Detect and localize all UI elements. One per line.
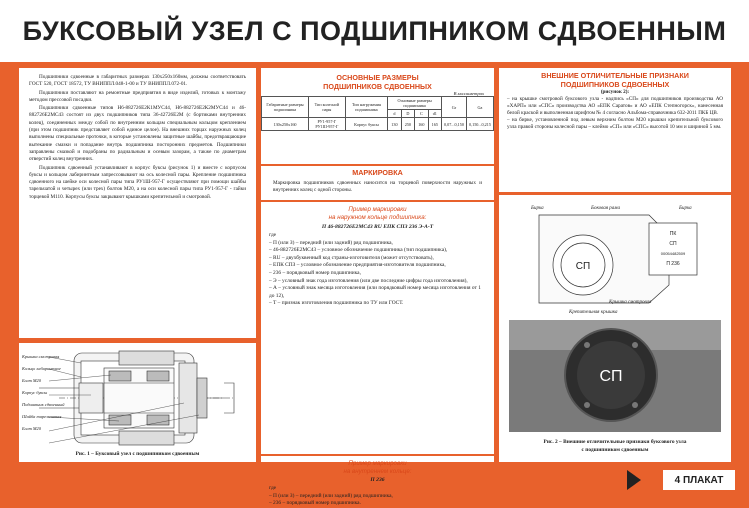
inner-example-title: Пример маркировки	[348, 460, 407, 467]
table-header: Габаритные размеры подшипника	[262, 97, 309, 118]
feature-line: – на бирке, установленной под левым верхним болтом М20 крышки крепительной буксового узла правой стороны колесной пары – клеймо «СП» или «СПС» высотой 10 мм и шириной 5 мм.	[507, 117, 723, 130]
caption-line: с подшипником сдвоенным	[581, 447, 649, 453]
poster-number-badge: 4 ПЛАКАТ	[663, 470, 735, 490]
fig1-label: Болт М20	[22, 378, 41, 383]
table-cell: 130х250х160	[262, 118, 309, 131]
sizes-unit: В миллиметрах	[453, 91, 484, 96]
left-paragraph: Подшипник сдвоенный устанавливают в корпус буксы (рисунок 1) и вместе с корпусом буксы и кольцом лабиринтным запрессовывают на ось колесной пары. Крепление подшипника сдвоенного на шейке оси колесной пары типа РУ1Ш-957-Г осуществляют при помощи шайбы тарельчатой и четырех (или трех) болтов М20, а на оси колесной пары типа РУ1-957-Г - гайки торцевой М110. Корпусы буксы закрывают крышками крепительной и смотровой.	[29, 164, 246, 200]
table-header: Gr	[442, 97, 467, 118]
fig2-label: Крышка смотровая	[609, 300, 652, 305]
table-header: Основные размеры подшипника	[388, 97, 442, 110]
sizes-table	[261, 96, 494, 131]
divider	[261, 164, 494, 166]
outer-line: где	[269, 232, 277, 238]
figure-1-panel	[19, 343, 256, 462]
fig1-label: Болт М20	[22, 426, 41, 431]
outer-line: – П (или З) – передний (или задний) ряд подшипника,	[269, 239, 393, 246]
features-title: ПОДШИПНИКОВ СДВОЕННЫХ	[560, 79, 670, 89]
inner-line: где	[269, 485, 277, 491]
figure-2-panel	[499, 195, 731, 462]
fig2-label: Бирка	[679, 206, 692, 211]
outer-line: – Т – признак изготовления подшипника по ТУ или ГОСТ.	[269, 300, 404, 307]
fig1-label: Корпус буксы	[22, 390, 48, 395]
page-title: БУКСОВЫЙ УЗЕЛ С ПОДШИПНИКОМ СДВОЕННЫМ	[22, 15, 727, 46]
outer-line: – RU – двухбуквенный код страны-изготовителя (может отсутствовать),	[269, 254, 434, 261]
table-cell: 0,150...0,215	[466, 118, 493, 131]
table-header: Ga	[466, 97, 493, 118]
middle-panel	[261, 68, 494, 507]
fig1-label: Крышка смотровая	[22, 354, 60, 359]
outer-example-title: Пример маркировки	[348, 206, 407, 213]
inner-line: – 236 – порядковый номер подшипника.	[269, 500, 361, 507]
feature-line: – на крышке смотровой буксового узла - надпись «СП» для подшипников производства АО «ХАРП» или «СПС» производства АО «ЕПК Саратов» и АО «ЕПК Степногорск», нанесенная белой краской и выполненная шрифтом № 4 согласно Альбома-справочника 632-2011 ПКБ ЦВ.	[507, 96, 723, 116]
fig1-label: Шайба тарельчатая	[22, 414, 62, 419]
caption-line: Рис. 2 – Внешние отличительные признаки буксового узла	[543, 439, 687, 445]
table-row	[262, 118, 494, 131]
sizes-title: ПОДШИПНИКОВ СДВОЕННЫХ	[323, 81, 432, 91]
inner-example: П 236	[370, 477, 385, 483]
figure-1-labels	[22, 351, 64, 435]
inner-example-title: на внутреннем кольце:	[343, 468, 412, 475]
marking-title: МАРКИРОВКА	[352, 168, 403, 177]
fig2-label: Боковая рама	[591, 206, 620, 211]
table-cell: 160	[415, 118, 428, 131]
features-panel	[499, 68, 731, 192]
figure-1-caption: Рис. 1 – Буксовый узел с подшипником сдвоенным	[75, 451, 200, 457]
inner-line: – П (или З) – передний (или задний) ряд подшипника,	[269, 492, 393, 499]
fig2-label: Бирка	[531, 206, 544, 211]
sizes-title: ОСНОВНЫЕ РАЗМЕРЫ	[336, 73, 419, 82]
table-header: d	[388, 110, 401, 118]
features-subtitle: (рисунок 2):	[600, 89, 630, 95]
fig1-label: Кольцо лабиринтное	[22, 366, 61, 371]
outer-example-title: на наружном кольце подшипника:	[328, 214, 427, 221]
fig1-label: Подшипник сдвоенный	[22, 402, 65, 407]
tag-line: П 236	[666, 261, 680, 267]
table-cell: 0,07...0,150	[442, 118, 467, 131]
cover-marking-text: СП	[575, 261, 591, 272]
outer-line: – ЕПК СПЗ – условное обозначение предприятия-изготовителя подшипника,	[269, 262, 446, 269]
table-cell: 130	[388, 118, 401, 131]
outer-line: – 236 – порядковый номер подшипника,	[269, 269, 361, 276]
figure-2-drawing	[499, 195, 731, 462]
outer-line: – 46-882726Е2МС43 – условное обозначение подшипника (тип подшипника),	[269, 247, 448, 254]
left-paragraph: Подшипники сдвоенные типов Н6-882726Е2К1МУС44, Н6-882726Е2К2МУС44 и 46-882726Е2МС43 состоят из двух подшипников типа 36-42726Е2М (с бортиками внутренних колец), соединенных между собой по внутренним кольцам специальным кольцом креплением (при этом подшипник представляет собой единое целое). На внешних торцах наружных колец выполнены специальные проточки, в которые установлены защитные шайбы, предотвращающие вытекание смазки и попадание внутрь подшипника посторонних предметов. Подшипники заправлены смазкой и подобраны по радиальным и осевым зазорам, а также по диаметрам отверстий колец внутренних.	[29, 105, 246, 163]
divider	[261, 200, 494, 202]
tag-line: 00054482509	[660, 251, 686, 256]
left-paragraph: Подшипники сдвоенные в габаритных размерах 130х250х160мм, должны соответствовать ГОСТ 520, ГОСТ 18572, ТУ ВНИППЛ.048-1-00 и ТУ ВНИППЛ.072-01.	[29, 74, 246, 88]
fig2-label: Крепительная крышка	[569, 310, 618, 315]
table-cell: 165	[428, 118, 441, 131]
table-header: C	[415, 110, 428, 118]
table-header: Тип колесной пары	[308, 97, 345, 118]
outer-line: – А – условный знак месяца изготовления (или порядковый номер месяца изготовления от 1 до 12),	[269, 285, 481, 299]
marking-text: Маркировка подшипников сдвоенных наносится на торцевой поверхности наружных и внутренних колец с одной стороны.	[273, 179, 482, 193]
title-bar	[0, 0, 749, 62]
figure-2-caption	[499, 438, 731, 454]
badge-arrow-icon	[627, 470, 641, 490]
table-header: Тип нагружения подшипника	[345, 97, 387, 118]
outer-example: П 46-882726Е2МС43 RU ЕПК СПЗ 236 Э-А-Т	[321, 224, 434, 230]
table-header: D	[401, 110, 414, 118]
table-cell: Корпус буксы	[345, 118, 387, 131]
table-cell: 250	[401, 118, 414, 131]
left-text-panel	[19, 68, 256, 338]
features-title: ВНЕШНИЕ ОТЛИЧИТЕЛЬНЫЕ ПРИЗНАКИ	[541, 71, 689, 80]
tag-line: ПК	[669, 231, 677, 237]
outer-line: – Э – условный знак года изготовления (или две последние цифры года изготовления),	[269, 277, 468, 284]
left-paragraph: Подшипники поставляют на ремонтные предприятия в виде изделий, готовых к монтажу методом прессовой посадки.	[29, 89, 246, 103]
tag-line: СП	[669, 241, 677, 247]
photo-marking-text: СП	[599, 368, 623, 385]
divider	[261, 454, 494, 456]
table-cell: РУ1-957-Г РУ1Ш-957-Г	[308, 118, 345, 131]
table-header: d1	[428, 110, 441, 118]
